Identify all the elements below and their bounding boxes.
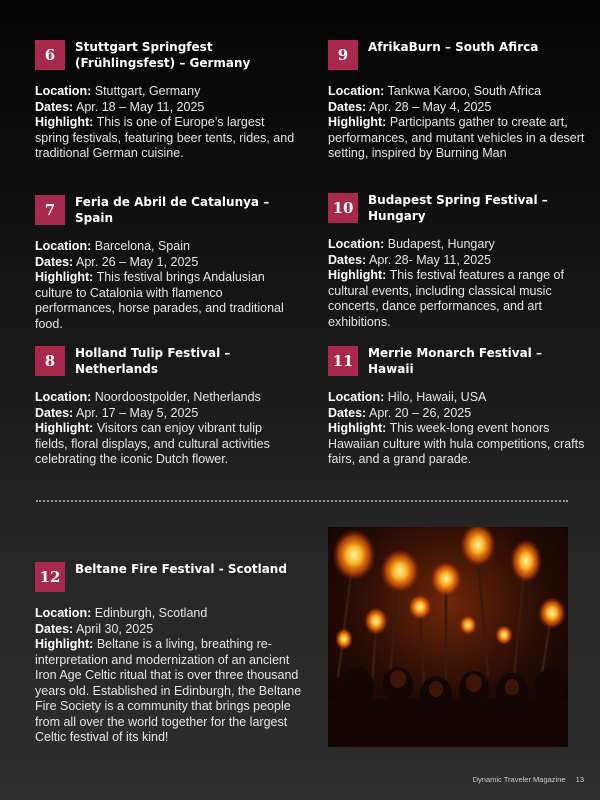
dates-value: Apr. 28 – May 4, 2025 <box>369 99 492 114</box>
festival-header <box>328 346 588 390</box>
section-divider <box>36 500 568 502</box>
highlight-value: This festival brings Andalusian culture to Catalonia with flamenco performances, horse parades, and traditional food. <box>35 270 284 331</box>
festival-details <box>35 239 295 332</box>
location-line <box>328 237 588 253</box>
dates-line <box>35 100 295 116</box>
dates-line <box>328 406 588 422</box>
festival-title: Beltane Fire Festival - Scotland <box>75 562 287 576</box>
festival-header <box>35 562 305 606</box>
festival-details <box>328 84 588 162</box>
highlight-label: Highlight: <box>35 115 94 129</box>
festival-title: Merrie Monarch Festival – Hawaii <box>368 346 542 376</box>
highlight-line <box>35 270 295 332</box>
festival-title: Feria de Abril de Catalunya – Spain <box>75 195 270 225</box>
location-value: Budapest, Hungary <box>387 237 495 251</box>
festival-entry-9 <box>328 40 588 162</box>
festival-entry-10 <box>328 193 588 330</box>
festival-title: Budapest Spring Festival – Hungary <box>368 193 548 223</box>
dates-label: Dates: <box>35 254 74 269</box>
location-label: Location: <box>35 239 92 253</box>
location-label: Location: <box>328 84 385 98</box>
location-label: Location: <box>328 390 385 404</box>
festival-entry-7 <box>35 195 295 332</box>
dates-value: Apr. 17 – May 5, 2025 <box>76 405 199 420</box>
dates-line <box>35 255 295 271</box>
location-line <box>328 390 588 406</box>
dates-value: April 30, 2025 <box>76 621 154 636</box>
location-line <box>35 239 295 255</box>
highlight-line <box>35 421 295 468</box>
highlight-value: This festival features a range of cultural events, including classical music concerts, dance performances, and art exhibitions. <box>328 268 564 329</box>
magazine-name: Dynamic Traveler Magazine <box>472 775 566 784</box>
location-label: Location: <box>35 84 92 98</box>
location-label: Location: <box>35 390 92 404</box>
location-value: Hilo, Hawaii, USA <box>387 390 487 404</box>
dates-value: Apr. 28- May 11, 2025 <box>369 252 492 267</box>
page-number: 13 <box>575 775 584 784</box>
highlight-value: Beltane is a living, breathing re-interpretation and modernization of an ancient Iron Age Celtic ritual that is over three thousand years old. Established in Edinburgh, the Beltane Fire Society is a community that brings people from all over the world together for the largest Celtic festival of its kind! <box>35 637 302 744</box>
festival-header <box>35 346 295 390</box>
festival-number-badge: 9 <box>328 40 358 70</box>
festival-entry-8 <box>35 346 295 468</box>
location-value: Barcelona, Spain <box>94 239 190 253</box>
location-label: Location: <box>328 237 385 251</box>
festival-number-badge: 8 <box>35 346 65 376</box>
festival-number-badge: 10 <box>328 193 358 223</box>
location-line <box>328 84 588 100</box>
festival-number-badge: 7 <box>35 195 65 225</box>
highlight-value: This week-long event honors Hawaiian culture with hula competitions, crafts fairs, and a grand parade. <box>328 421 585 466</box>
highlight-label: Highlight: <box>35 421 94 435</box>
festival-number-badge: 11 <box>328 346 358 376</box>
highlight-value: Visitors can enjoy vibrant tulip fields, floral displays, and cultural activities celebrating the iconic Dutch flower. <box>35 421 270 466</box>
festival-entry-12 <box>35 562 305 746</box>
festival-entry-11 <box>328 346 588 468</box>
dates-label: Dates: <box>35 621 74 636</box>
festival-number-badge: 6 <box>35 40 65 70</box>
dates-line <box>328 100 588 116</box>
dates-value: Apr. 18 – May 11, 2025 <box>76 99 205 114</box>
festival-title: Holland Tulip Festival – Netherlands <box>75 346 231 376</box>
festival-entry-6 <box>35 40 295 162</box>
dates-label: Dates: <box>328 405 367 420</box>
dates-line <box>35 406 295 422</box>
festival-header <box>35 40 295 84</box>
festival-details <box>328 237 588 330</box>
location-value: Stuttgart, Germany <box>94 84 201 98</box>
highlight-line <box>35 637 305 746</box>
festival-title: AfrikaBurn – South Afirca <box>368 40 539 54</box>
highlight-label: Highlight: <box>328 421 387 435</box>
highlight-label: Highlight: <box>328 268 387 282</box>
festival-header <box>328 40 588 84</box>
festival-number-badge: 12 <box>35 562 65 592</box>
dates-label: Dates: <box>35 99 74 114</box>
festival-details <box>35 606 305 746</box>
location-line <box>35 606 305 622</box>
highlight-line <box>35 115 295 162</box>
page-footer <box>473 775 584 784</box>
festival-header <box>328 193 588 237</box>
highlight-line <box>328 268 588 330</box>
highlight-label: Highlight: <box>35 637 94 651</box>
dates-label: Dates: <box>328 99 367 114</box>
festival-details <box>35 84 295 162</box>
location-line <box>35 390 295 406</box>
location-line <box>35 84 295 100</box>
highlight-value: This is one of Europe’s largest spring festivals, featuring beer tents, rides, and traditional German cuisine. <box>35 115 295 160</box>
location-value: Noordoostpolder, Netherlands <box>94 390 261 404</box>
dates-label: Dates: <box>35 405 74 420</box>
dates-line <box>328 253 588 269</box>
dates-line <box>35 622 305 638</box>
highlight-line <box>328 115 588 162</box>
highlight-label: Highlight: <box>328 115 387 129</box>
festival-details <box>35 390 295 468</box>
location-label: Location: <box>35 606 92 620</box>
highlight-value: Participants gather to create art, performances, and mutant vehicles in a desert setting, inspired by Burning Man <box>328 115 585 160</box>
location-value: Edinburgh, Scotland <box>94 606 208 620</box>
dates-value: Apr. 20 – 26, 2025 <box>369 405 472 420</box>
festival-details <box>328 390 588 468</box>
highlight-label: Highlight: <box>35 270 94 284</box>
highlight-line <box>328 421 588 468</box>
dates-value: Apr. 26 – May 1, 2025 <box>76 254 199 269</box>
beltane-fire-photo <box>328 527 568 747</box>
dates-label: Dates: <box>328 252 367 267</box>
location-value: Tankwa Karoo, South Africa <box>387 84 542 98</box>
festival-title: Stuttgart Springfest (Frühlingsfest) – Germany <box>75 40 251 70</box>
festival-header <box>35 195 295 239</box>
